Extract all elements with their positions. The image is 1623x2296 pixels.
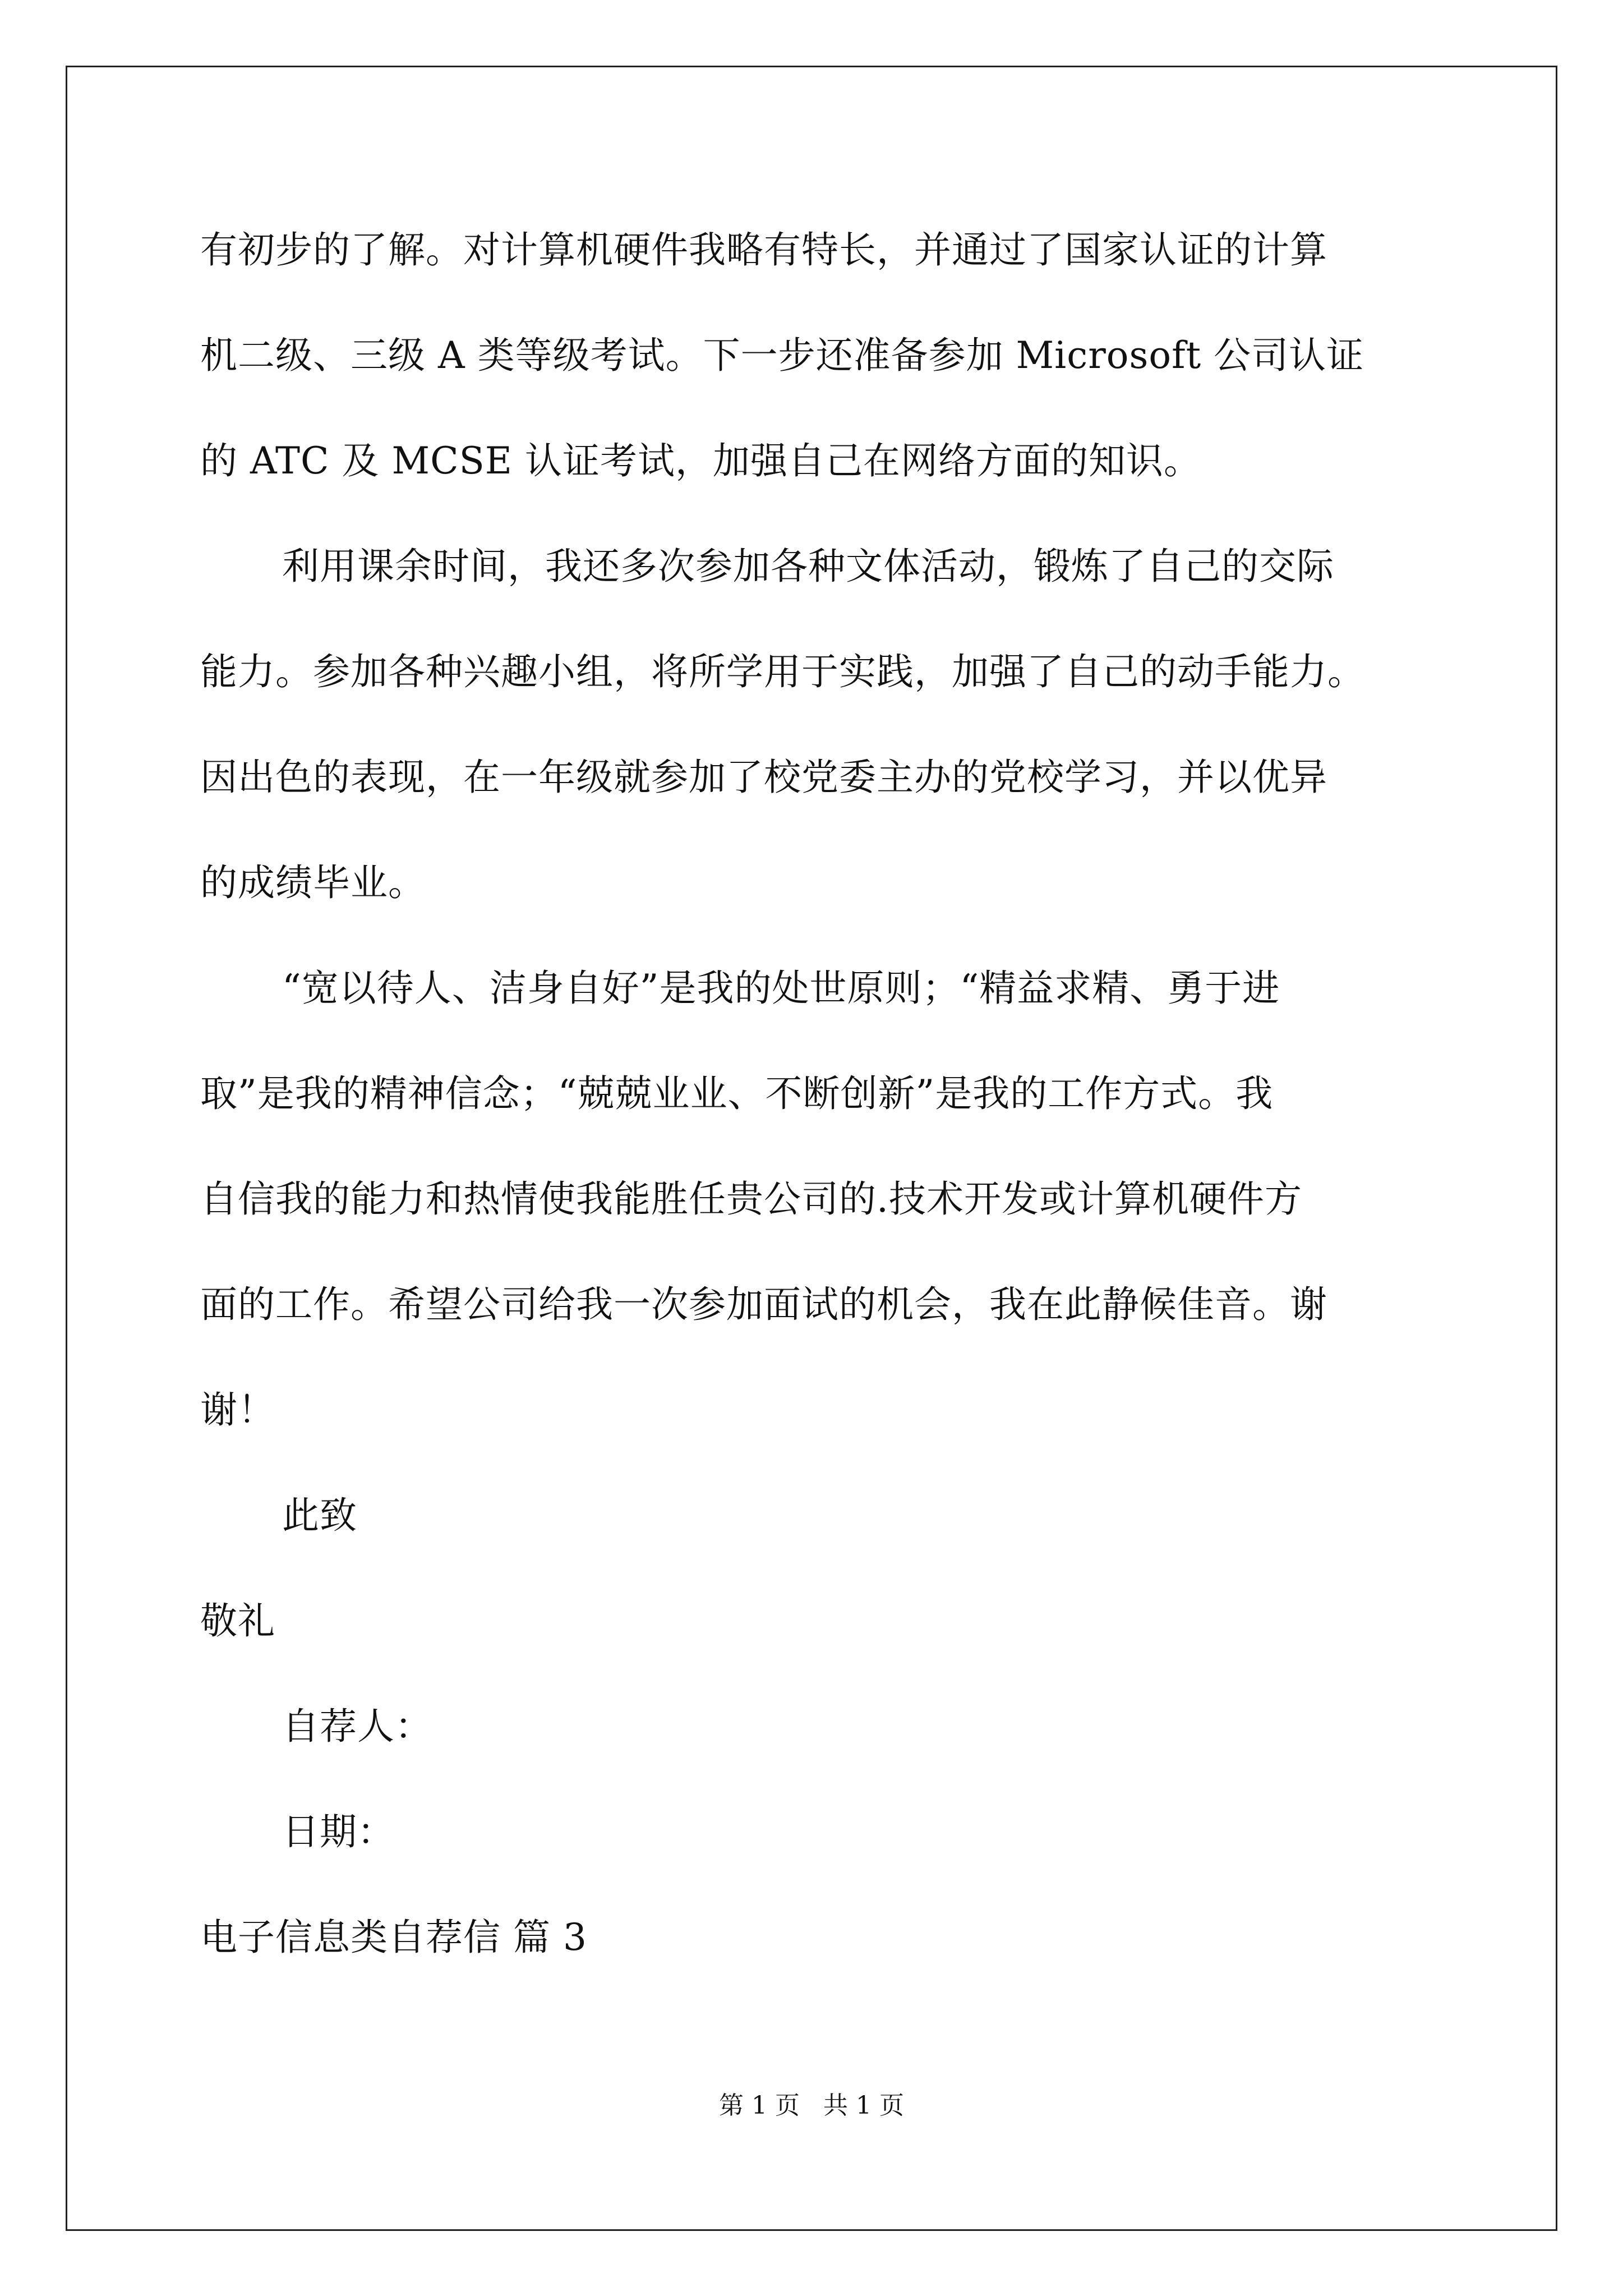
paragraph-start-line: “宽以待人、洁身自好”是我的处世原则；“精益求精、勇于进 <box>282 967 1280 1010</box>
section-heading: 电子信息类自荐信 篇 3 <box>200 1916 587 1959</box>
closing-jingli: 敬礼 <box>200 1599 275 1642</box>
closing-cizhi: 此致 <box>282 1494 357 1537</box>
body-line: 取”是我的精神信念；“兢兢业业、不断创新”是我的工作方式。我 <box>200 1072 1274 1115</box>
body-line: 自信我的能力和热情使我能胜任贵公司的.技术开发或计算机硬件方 <box>200 1177 1302 1221</box>
body-line: 因出色的表现，在一年级就参加了校党委主办的党校学习，并以优异 <box>200 756 1327 799</box>
paragraph-start-line: 利用课余时间，我还多次参加各种文体活动，锻炼了自己的交际 <box>282 545 1334 588</box>
date-label: 日期： <box>282 1810 395 1853</box>
signature-label: 自荐人： <box>282 1705 432 1748</box>
body-line: 的 ATC 及 MCSE 认证考试，加强自己在网络方面的知识。 <box>200 439 1201 482</box>
page-footer: 第 1 页 共 1 页 <box>719 2091 904 2120</box>
body-line: 机二级、三级 A 类等级考试。下一步还准备参加 Microsoft 公司认证 <box>200 334 1364 377</box>
body-line: 谢！ <box>200 1388 275 1432</box>
body-line: 面的工作。希望公司给我一次参加面试的机会，我在此静候佳音。谢 <box>200 1283 1327 1326</box>
body-line: 的成绩毕业。 <box>200 861 426 904</box>
body-line: 能力。参加各种兴趣小组，将所学用于实践，加强了自己的动手能力。 <box>200 650 1365 693</box>
page-border <box>66 66 1557 2231</box>
body-line: 有初步的了解。对计算机硬件我略有特长，并通过了国家认证的计算 <box>200 228 1327 272</box>
